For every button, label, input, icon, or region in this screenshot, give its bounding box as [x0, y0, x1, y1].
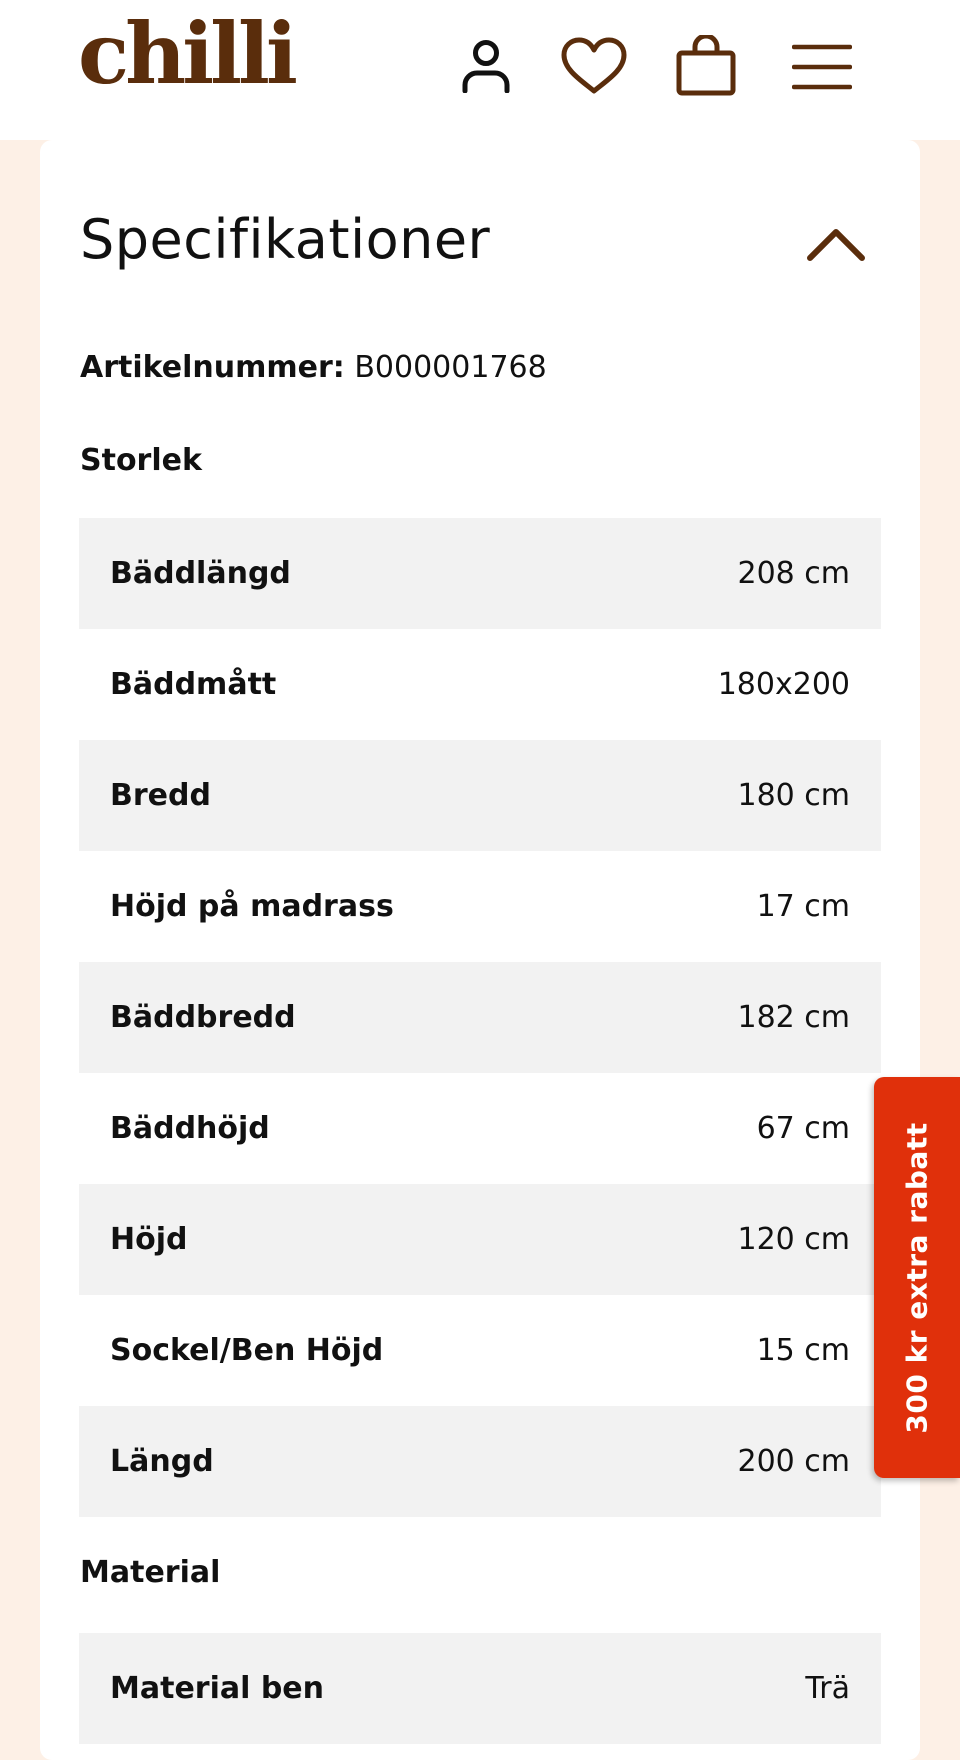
spec-value: 17 cm — [756, 889, 850, 924]
site-header — [0, 0, 960, 140]
spec-label: Bäddhöjd — [110, 1111, 270, 1146]
shopping-bag-icon[interactable] — [672, 32, 740, 100]
spec-row — [79, 518, 881, 629]
spec-row — [79, 1295, 881, 1406]
spec-label: Bäddlängd — [110, 556, 291, 591]
extra-discount-label: 300 kr extra rabatt — [900, 1121, 934, 1434]
spec-label: Bredd — [110, 778, 211, 813]
specifications-title[interactable]: Specifikationer — [80, 208, 491, 271]
spec-value: 67 cm — [756, 1111, 850, 1146]
spec-value: Trä — [805, 1671, 850, 1706]
article-number-label: Artikelnummer: — [80, 350, 345, 385]
spec-row — [79, 1633, 881, 1744]
material-heading: Material — [80, 1555, 221, 1590]
spec-label: Höjd på madrass — [110, 889, 394, 924]
spec-value: 200 cm — [737, 1444, 850, 1479]
extra-discount-tab[interactable] — [874, 1077, 960, 1478]
size-heading: Storlek — [80, 443, 202, 478]
spec-row — [79, 962, 881, 1073]
spec-label: Längd — [110, 1444, 214, 1479]
spec-value: 180x200 — [717, 667, 850, 702]
spec-row — [79, 851, 881, 962]
spec-row — [79, 1406, 881, 1517]
spec-label: Bäddbredd — [110, 1000, 296, 1035]
article-number — [80, 350, 547, 385]
user-icon[interactable] — [456, 36, 516, 96]
size-spec-table — [79, 518, 881, 1517]
spec-value: 182 cm — [737, 1000, 850, 1035]
spec-row — [79, 740, 881, 851]
spec-value: 15 cm — [756, 1333, 850, 1368]
spec-label: Höjd — [110, 1222, 188, 1257]
spec-row — [79, 1073, 881, 1184]
heart-icon[interactable] — [556, 32, 632, 100]
specifications-panel — [40, 140, 920, 1760]
article-number-value: B000001768 — [354, 350, 547, 385]
spec-row — [79, 629, 881, 740]
spec-label: Material ben — [110, 1671, 325, 1706]
chilli-logo[interactable]: chilli — [78, 4, 294, 103]
spec-value: 180 cm — [737, 778, 850, 813]
spec-value: 208 cm — [737, 556, 850, 591]
spec-row — [79, 1184, 881, 1295]
material-spec-table — [79, 1633, 881, 1744]
spec-value: 120 cm — [737, 1222, 850, 1257]
spec-label: Bäddmått — [110, 667, 277, 702]
spec-label: Sockel/Ben Höjd — [110, 1333, 384, 1368]
hamburger-menu-icon[interactable] — [788, 38, 856, 96]
chevron-up-icon[interactable] — [802, 218, 870, 266]
